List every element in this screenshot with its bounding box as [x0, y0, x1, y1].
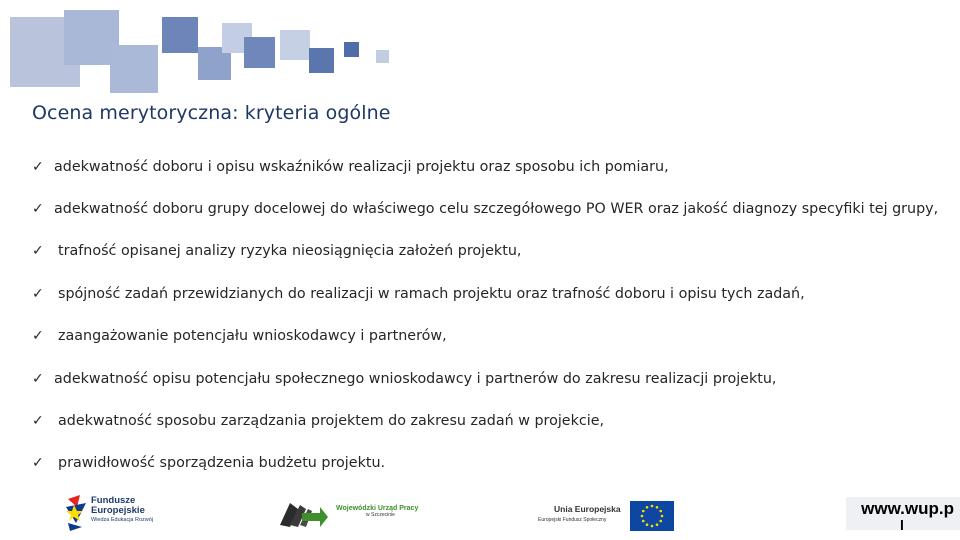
- square: [344, 42, 359, 57]
- eu-logo-line2: Europejski Fundusz Społeczny: [538, 517, 607, 523]
- list-item-text: prawidłowość sporządzenia budżetu projektu.: [58, 455, 386, 471]
- wup-logo-line1: Wojewódzki Urząd Pracy: [336, 505, 419, 512]
- list-item-text: adekwatność opisu potencjału społecznego wnioskodawcy i partnerów do zakresu realizacji projektu,: [54, 371, 777, 387]
- list-item: [32, 324, 447, 348]
- list-item: [32, 409, 604, 433]
- website-url[interactable]: www.wup.p: [861, 499, 954, 518]
- list-item-text: adekwatność doboru grupy docelowej do właściwego celu szczegółowego PO WER oraz jakość diagnozy specyfiki tej grupy,: [54, 201, 939, 217]
- check-icon: ✓: [32, 243, 44, 259]
- list-item: [32, 155, 669, 179]
- fe-logo-line2: Europejskie: [91, 505, 145, 516]
- list-item: [32, 282, 805, 306]
- list-item: [32, 197, 938, 221]
- square: [376, 50, 389, 63]
- list-item-text: spójność zadań przewidzianych do realizacji w ramach projektu oraz trafność doboru i opisu tych zadań,: [58, 286, 805, 302]
- slide-title: Ocena merytoryczna: kryteria ogólne: [32, 102, 391, 124]
- list-item-text: zaangażowanie potencjału wnioskodawcy i partnerów,: [58, 328, 447, 344]
- square: [110, 45, 158, 93]
- check-icon: ✓: [32, 201, 44, 217]
- wup-logo: [280, 497, 430, 529]
- check-icon: ✓: [32, 371, 44, 387]
- square: [280, 30, 310, 60]
- fe-logo-line3: Wiedza Edukacja Rozwój: [91, 517, 154, 523]
- list-item: [32, 451, 385, 475]
- check-icon: ✓: [32, 286, 44, 302]
- website-url-box: [846, 497, 960, 530]
- list-item: [32, 239, 521, 263]
- eu-logo-line1: Unia Europejska: [554, 504, 621, 514]
- check-icon: ✓: [32, 159, 44, 175]
- eu-logo: [538, 500, 678, 532]
- list-item: [32, 367, 776, 391]
- check-icon: ✓: [32, 455, 44, 471]
- fundusze-europejskie-logo: [66, 492, 176, 532]
- list-item-text: trafność opisanej analizy ryzyka nieosiągnięcia założeń projektu,: [58, 243, 522, 259]
- wup-logo-line2: w Szczecinie: [366, 512, 395, 518]
- check-icon: ✓: [32, 413, 44, 429]
- square: [309, 48, 334, 73]
- eu-flag-icon: [630, 501, 674, 531]
- square: [244, 37, 275, 68]
- website-url-tail[interactable]: l: [900, 517, 904, 530]
- wup-emblem-icon: [280, 499, 328, 527]
- list-item-text: adekwatność sposobu zarządzania projektem do zakresu zadań w projekcie,: [58, 413, 605, 429]
- square: [162, 17, 198, 53]
- list-item-text: adekwatność doboru i opisu wskaźników realizacji projektu oraz sposobu ich pomiaru,: [54, 159, 669, 175]
- check-icon: ✓: [32, 328, 44, 344]
- fe-logo-line1: Fundusze: [91, 495, 136, 506]
- fe-star-icon: [66, 493, 88, 531]
